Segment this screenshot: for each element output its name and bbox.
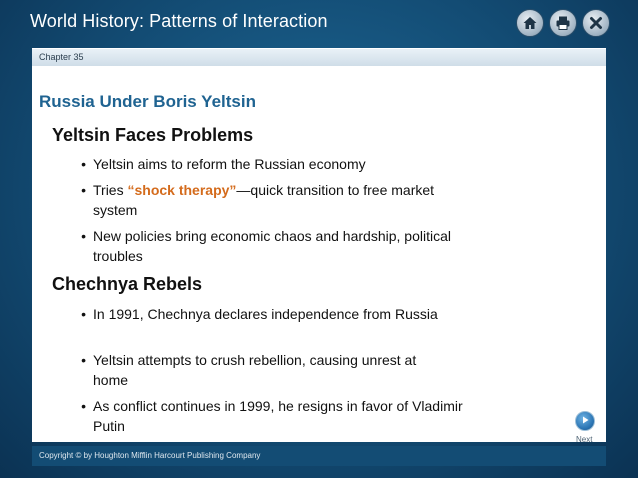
- close-icon: [588, 15, 604, 31]
- print-icon: [555, 15, 571, 31]
- bullet-text: Yeltsin aims to reform the Russian economy: [93, 156, 366, 172]
- play-arrow-icon: [580, 412, 590, 430]
- bullet-text: As conflict continues in 1999, he resigns in favor of Vladimir Putin: [93, 398, 463, 434]
- chapter-label: Chapter 35: [39, 52, 84, 62]
- bullet-icon: •: [81, 398, 86, 414]
- bullet-text-post: —quick transition to free market system: [93, 182, 435, 218]
- bullet-icon: •: [81, 182, 86, 198]
- home-icon: [522, 15, 538, 31]
- section-heading: Chechnya Rebels: [52, 274, 203, 294]
- footer-bar: [32, 446, 606, 466]
- bullet-item: [72, 226, 472, 266]
- bullet-item: [72, 350, 452, 390]
- bullet-item: [72, 304, 472, 324]
- bullet-text: Yeltsin attempts to crush rebellion, causing unrest at home: [93, 352, 417, 388]
- bullet-icon: •: [81, 306, 86, 322]
- section-heading: Yeltsin Faces Problems: [52, 125, 254, 145]
- bullet-text-pre: Tries: [93, 182, 128, 198]
- home-button[interactable]: [516, 9, 544, 37]
- next-button[interactable]: [575, 411, 595, 431]
- bullet-icon: •: [81, 228, 86, 244]
- bullet-text: New policies bring economic chaos and hardship, political troubles: [93, 228, 451, 264]
- bullet-item: [72, 180, 482, 220]
- print-button[interactable]: [549, 9, 577, 37]
- chapter-bar: [32, 48, 606, 66]
- highlight-term: “shock therapy”: [127, 182, 237, 198]
- bullet-item: [72, 396, 472, 436]
- toolbar: [516, 9, 610, 37]
- bullet-icon: •: [81, 352, 86, 368]
- copyright-text: Copyright © by Houghton Mifflin Harcourt Publishing Company: [39, 451, 261, 460]
- bullet-text: In 1991, Chechnya declares independence from Russia: [93, 306, 438, 322]
- slide-title: Russia Under Boris Yeltsin: [39, 92, 256, 111]
- close-button[interactable]: [582, 9, 610, 37]
- app-title: World History: Patterns of Interaction: [30, 11, 328, 31]
- bullet-item: [72, 154, 502, 174]
- next-label: Next: [576, 435, 593, 444]
- bullet-icon: •: [81, 156, 86, 172]
- slide-content: [32, 66, 606, 442]
